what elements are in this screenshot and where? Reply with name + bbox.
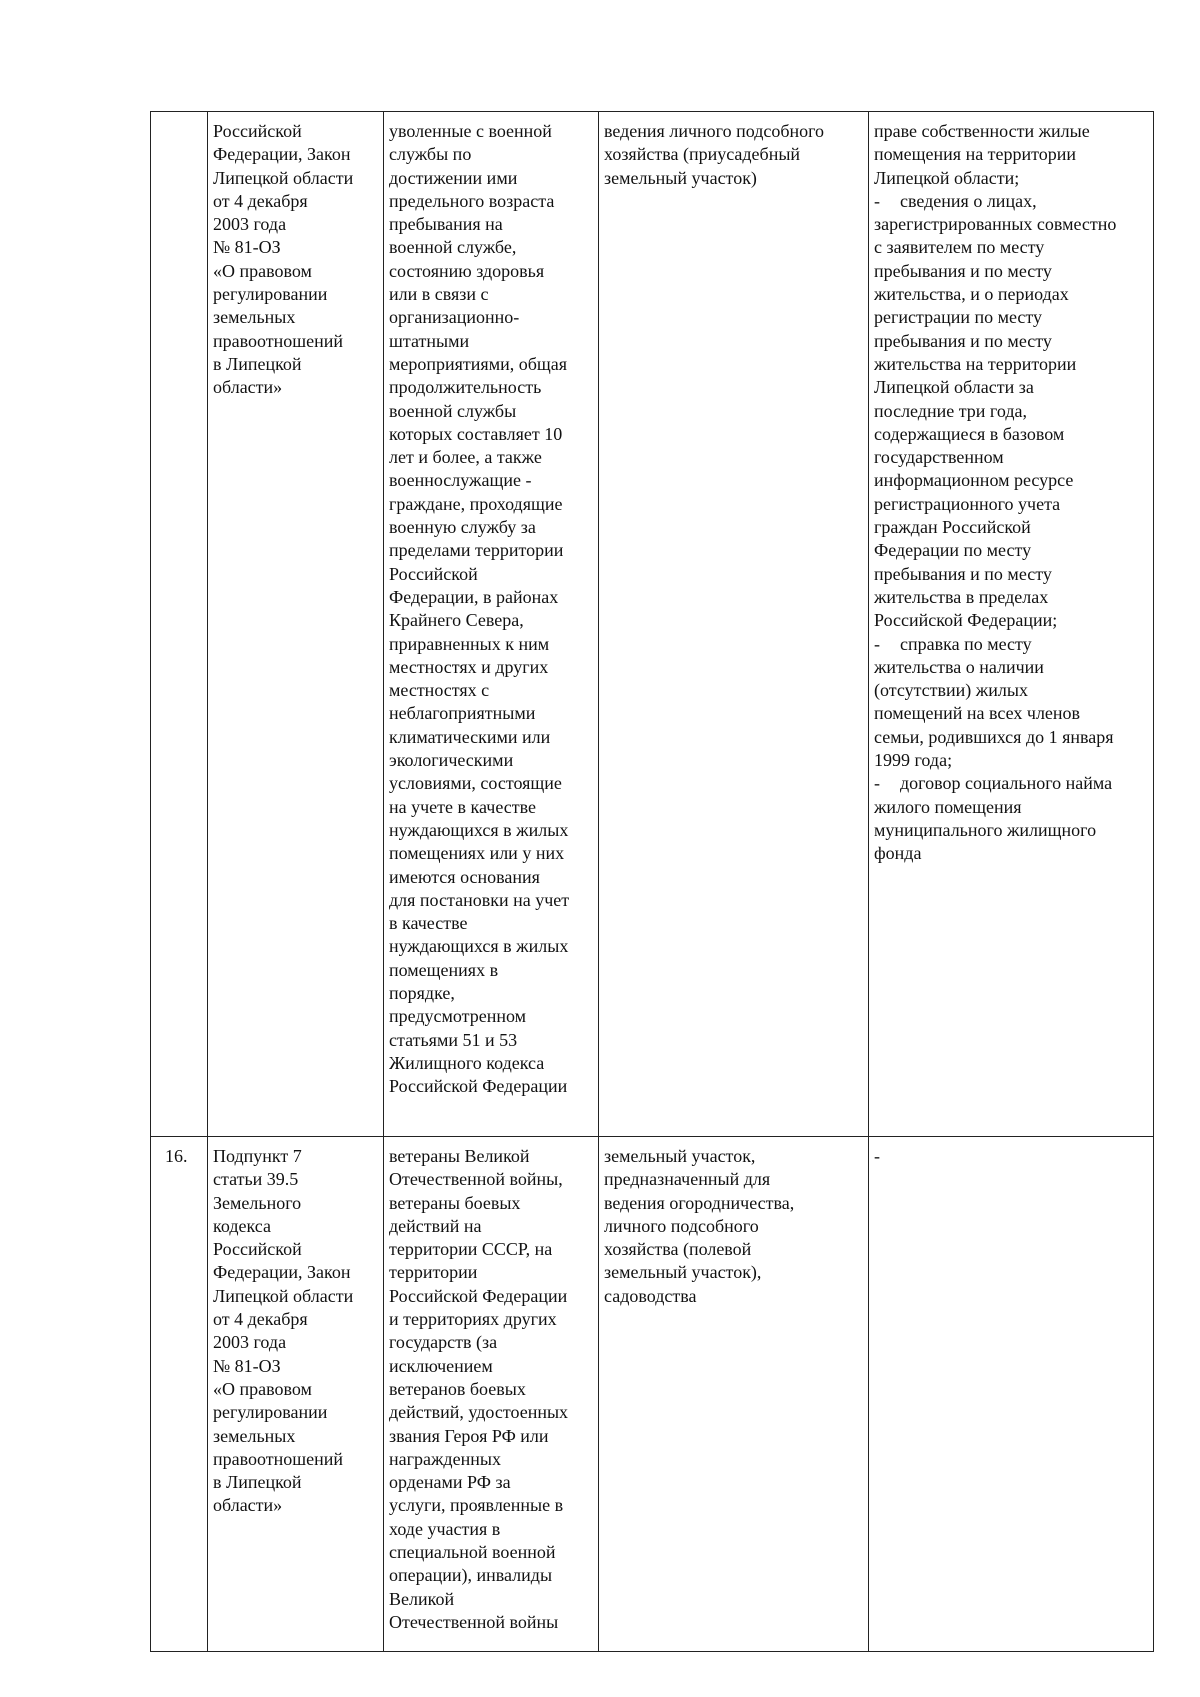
cell-text-line: «О правовом bbox=[213, 260, 312, 281]
cell-text-line: помещениях или у них bbox=[389, 843, 565, 864]
cell-text-line: земельный участок) bbox=[604, 167, 757, 188]
cell-text-line: на учете в качестве bbox=[389, 796, 536, 817]
cell-text-line: информационном ресурсе bbox=[874, 470, 1074, 491]
cell-text-line: Российской Федерации bbox=[389, 1285, 568, 1306]
cell-text-line: ветераны Великой bbox=[389, 1146, 530, 1166]
land-purpose-cell bbox=[599, 112, 869, 1137]
cell-text-line: операции), инвалиды bbox=[389, 1565, 553, 1586]
cell-text-line: регистрации по месту bbox=[874, 307, 1043, 328]
cell-text-line: действий, удостоенных bbox=[389, 1402, 569, 1423]
cell-text-line: статьями 51 и 53 bbox=[389, 1029, 518, 1050]
cell-text-line: помещения на территории bbox=[874, 144, 1077, 165]
cell-text-line: мероприятиями, общая bbox=[389, 353, 568, 374]
cell-text-line: ведения личного подсобного bbox=[604, 121, 825, 141]
cell-text-line: ведения огородничества, bbox=[604, 1192, 795, 1213]
cell-text-line: хозяйства (приусадебный bbox=[604, 144, 801, 165]
cell-text-line: награжденных bbox=[389, 1448, 501, 1469]
cell-text-line: организационно- bbox=[389, 307, 520, 328]
cell-text-line: Липецкой области bbox=[213, 167, 354, 188]
required-documents-cell bbox=[869, 1137, 1154, 1652]
cell-text-line: № 81-ОЗ bbox=[213, 237, 281, 258]
cell-text-line: военную службу за bbox=[389, 517, 536, 538]
cell-text-line: муниципального жилищного bbox=[874, 819, 1097, 840]
cell-text-line: регулировании bbox=[213, 1402, 328, 1423]
cell-text-line: правоотношений bbox=[213, 1448, 344, 1469]
cell-text-line: 2003 года bbox=[213, 214, 287, 235]
cell-text-line: неблагоприятными bbox=[389, 703, 536, 724]
document-table bbox=[150, 111, 1154, 1652]
cell-text-line: Жилищного кодекса bbox=[389, 1052, 545, 1073]
cell-text-line: нуждающихся в жилых bbox=[389, 819, 569, 840]
cell-text-line: пребывания и по месту bbox=[874, 260, 1052, 281]
cell-text-line: действий на bbox=[389, 1215, 482, 1236]
cell-text-line: статьи 39.5 bbox=[213, 1169, 299, 1190]
cell-text-line: условиями, состоящие bbox=[389, 773, 562, 794]
cell-text-line: лет и более, а также bbox=[389, 447, 542, 468]
cell-text-line: (отсутствии) жилых bbox=[874, 680, 1028, 701]
table-row bbox=[151, 112, 1154, 1137]
cell-text-line: государственном bbox=[874, 447, 1004, 468]
cell-text-line: в Липецкой bbox=[213, 1472, 302, 1493]
cell-text-line: «О правовом bbox=[213, 1378, 312, 1399]
cell-text-line: от 4 декабря bbox=[213, 1309, 308, 1330]
cell-text-line: земельных bbox=[213, 307, 296, 328]
cell-text-line: звания Героя РФ или bbox=[389, 1425, 549, 1446]
cell-text-line: Липецкой области за bbox=[874, 377, 1034, 398]
cell-text-line: предусмотренном bbox=[389, 1006, 527, 1027]
applicant-category-cell bbox=[384, 112, 599, 1137]
cell-text-line: Великой bbox=[389, 1588, 455, 1609]
cell-text-line: граждан Российской bbox=[874, 517, 1031, 538]
cell-text-line: Земельного bbox=[213, 1192, 302, 1213]
cell-text-line: ветеранов боевых bbox=[389, 1378, 526, 1399]
cell-text-line: приравненных к ним bbox=[389, 633, 550, 654]
cell-text-line: которых составляет 10 bbox=[389, 423, 563, 444]
cell-text-line: Подпункт 7 bbox=[213, 1146, 302, 1166]
cell-text-line: местностях и других bbox=[389, 656, 549, 677]
cell-text-line: для постановки на учет bbox=[389, 889, 570, 910]
cell-text-line: военной службы bbox=[389, 400, 517, 421]
cell-text-line: земельный участок, bbox=[604, 1146, 756, 1166]
cell-text-line: последние три года, bbox=[874, 400, 1027, 421]
cell-text-line: Российской bbox=[213, 1239, 302, 1260]
cell-text-line: зарегистрированных совместно bbox=[874, 214, 1117, 235]
cell-text-line: Российской Федерации bbox=[389, 1076, 568, 1097]
cell-text-line: кодекса bbox=[213, 1215, 271, 1236]
cell-text-line: помещениях в bbox=[389, 959, 499, 980]
cell-text-line: климатическими или bbox=[389, 726, 551, 747]
legal-basis-cell bbox=[208, 1137, 384, 1652]
cell-text-line: ходе участия в bbox=[389, 1518, 501, 1539]
cell-text-line: службы по bbox=[389, 144, 472, 165]
cell-text-line: граждане, проходящие bbox=[389, 493, 563, 514]
cell-text-line: военнослужащие - bbox=[389, 470, 532, 491]
cell-text-line: Российской Федерации; bbox=[874, 610, 1058, 631]
cell-text-line: содержащиеся в базовом bbox=[874, 423, 1065, 444]
cell-text-line: военной службе, bbox=[389, 237, 517, 258]
cell-text-line: пребывания на bbox=[389, 214, 503, 235]
cell-text-line: - договор социального найма bbox=[874, 773, 1113, 794]
cell-text-line: Российской bbox=[389, 563, 478, 584]
cell-text-line: жительства о наличии bbox=[874, 656, 1044, 677]
cell-text-line: нуждающихся в жилых bbox=[389, 936, 569, 957]
applicant-category-cell bbox=[384, 1137, 599, 1652]
cell-text-line: предназначенный для bbox=[604, 1169, 771, 1190]
cell-text-line: имеются основания bbox=[389, 866, 540, 887]
cell-text-line: - справка по месту bbox=[874, 633, 1032, 654]
cell-text-line: личного подсобного bbox=[604, 1215, 759, 1236]
cell-text-line: Отечественной войны bbox=[389, 1611, 559, 1632]
cell-text-line: области» bbox=[213, 1495, 283, 1516]
cell-text-line: государств (за bbox=[389, 1332, 498, 1353]
cell-text-line: или в связи с bbox=[389, 284, 489, 305]
cell-text-line: хозяйства (полевой bbox=[604, 1239, 752, 1260]
row-number-cell: 16. bbox=[151, 1137, 208, 1652]
cell-text-line: Федерации по месту bbox=[874, 540, 1032, 561]
cell-text-line: от 4 декабря bbox=[213, 190, 308, 211]
required-documents-cell bbox=[869, 112, 1154, 1137]
cell-text-line: пребывания и по месту bbox=[874, 563, 1052, 584]
cell-text-line: экологическими bbox=[389, 750, 514, 771]
cell-text-line: Федерации, Закон bbox=[213, 144, 351, 165]
cell-text-line: Российской bbox=[213, 121, 302, 141]
cell-text-line: регулировании bbox=[213, 284, 328, 305]
cell-text-line: жительства на территории bbox=[874, 353, 1077, 374]
cell-text-line: - сведения о лицах, bbox=[874, 190, 1037, 211]
cell-text-line: жительства, и о периодах bbox=[874, 284, 1069, 305]
cell-text-line: местностях с bbox=[389, 680, 490, 701]
row-number-cell bbox=[151, 112, 208, 1137]
cell-text-line: 2003 года bbox=[213, 1332, 287, 1353]
cell-text-line: уволенные с военной bbox=[389, 121, 552, 141]
cell-text-line: Отечественной войны, bbox=[389, 1169, 563, 1190]
cell-text-line: Федерации, Закон bbox=[213, 1262, 351, 1283]
cell-text-line: территории СССР, на bbox=[389, 1239, 553, 1260]
cell-text-line: Федерации, в районах bbox=[389, 586, 559, 607]
cell-text-line: ветераны боевых bbox=[389, 1192, 521, 1213]
cell-text-line: садоводства bbox=[604, 1285, 697, 1306]
cell-text-line: в качестве bbox=[389, 913, 468, 934]
cell-text-line: штатными bbox=[389, 330, 470, 351]
cell-text-line: пределами территории bbox=[389, 540, 564, 561]
cell-text-line: фонда bbox=[874, 843, 922, 864]
cell-text-line: состоянию здоровья bbox=[389, 260, 545, 281]
cell-text-line: жительства в пределах bbox=[874, 586, 1049, 607]
cell-text-line: услуги, проявленные в bbox=[389, 1495, 564, 1516]
cell-text-line: семьи, родившихся до 1 января bbox=[874, 726, 1114, 747]
cell-text-line: в Липецкой bbox=[213, 353, 302, 374]
cell-text-line: земельных bbox=[213, 1425, 296, 1446]
cell-text-line: Крайнего Севера, bbox=[389, 610, 524, 631]
cell-text-line: пребывания и по месту bbox=[874, 330, 1052, 351]
legal-basis-cell bbox=[208, 112, 384, 1137]
cell-text-line: - bbox=[874, 1146, 880, 1166]
cell-text-line: и территориях других bbox=[389, 1309, 557, 1330]
cell-text-line: продолжительность bbox=[389, 377, 542, 398]
cell-text-line: порядке, bbox=[389, 982, 455, 1003]
cell-text-line: праве собственности жилые bbox=[874, 121, 1090, 141]
cell-text-line: территории bbox=[389, 1262, 478, 1283]
cell-text-line: предельного возраста bbox=[389, 190, 555, 211]
cell-text-line: области» bbox=[213, 377, 283, 398]
cell-text-line: Липецкой области; bbox=[874, 167, 1020, 188]
cell-text-line: регистрационного учета bbox=[874, 493, 1061, 514]
cell-text-line: орденами РФ за bbox=[389, 1472, 511, 1493]
cell-text-line: правоотношений bbox=[213, 330, 344, 351]
cell-text-line: исключением bbox=[389, 1355, 493, 1376]
cell-text-line: специальной военной bbox=[389, 1542, 556, 1563]
land-purpose-cell bbox=[599, 1137, 869, 1652]
cell-text-line: достижении ими bbox=[389, 167, 518, 188]
cell-text-line: жилого помещения bbox=[874, 796, 1022, 817]
cell-text-line: 1999 года; bbox=[874, 750, 953, 771]
cell-text-line: № 81-ОЗ bbox=[213, 1355, 281, 1376]
cell-text-line: земельный участок), bbox=[604, 1262, 762, 1283]
cell-text-line: Липецкой области bbox=[213, 1285, 354, 1306]
table-row bbox=[151, 1137, 1154, 1652]
cell-text-line: с заявителем по месту bbox=[874, 237, 1045, 258]
cell-text-line: помещений на всех членов bbox=[874, 703, 1081, 724]
